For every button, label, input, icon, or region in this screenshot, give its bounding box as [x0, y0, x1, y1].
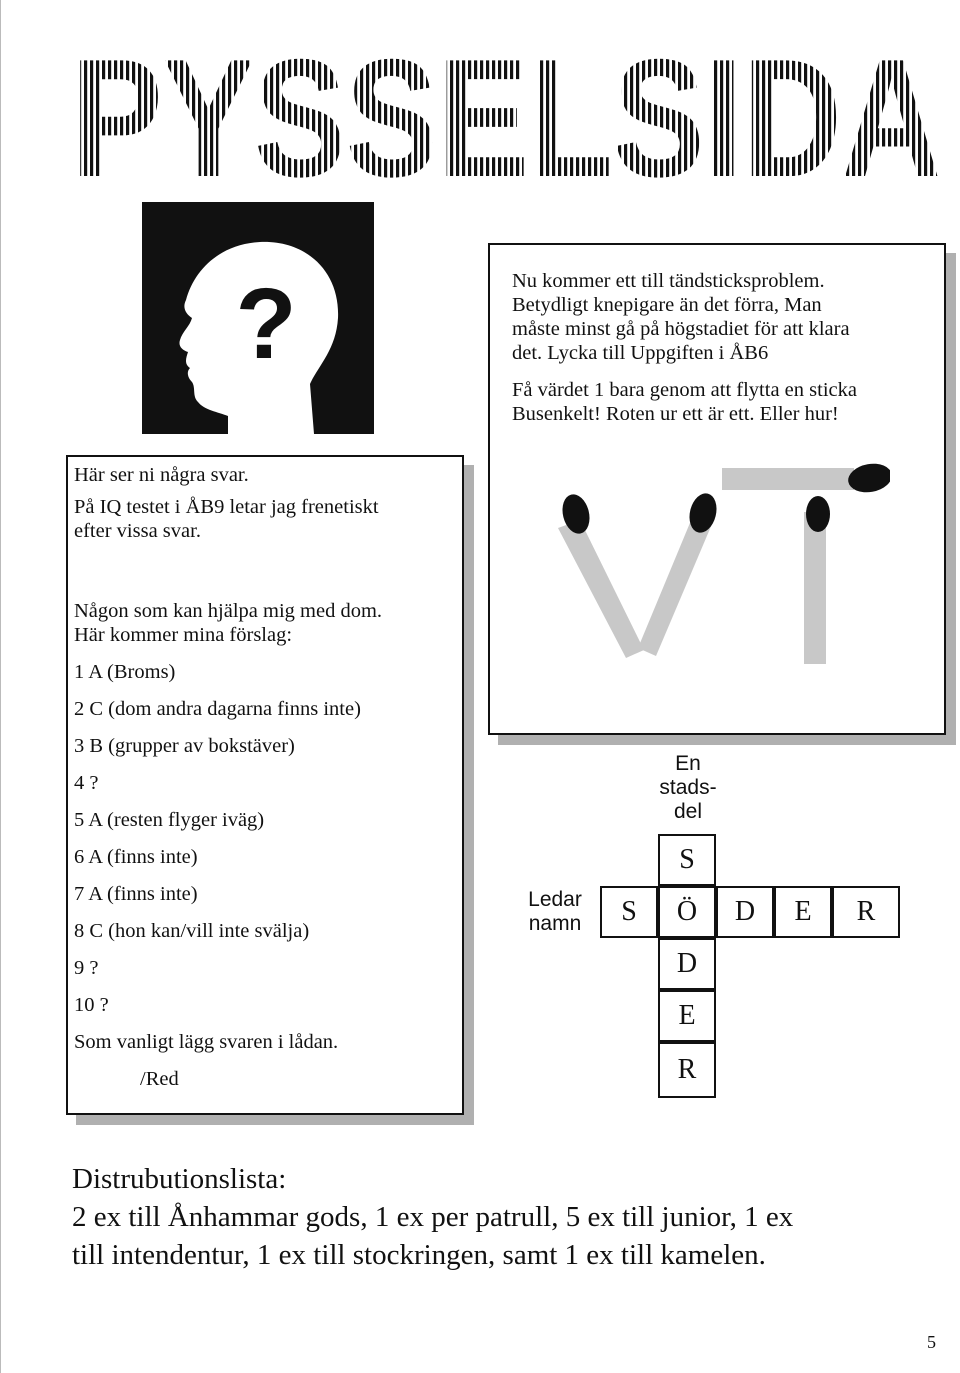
distribution-line-1: 2 ex till Ånhammar gods, 1 ex per patrull, 5 ex till junior, 1 ex — [72, 1201, 794, 1233]
clue-across-line-2: namn — [528, 912, 582, 935]
crossword-cell-across-5: R — [832, 886, 900, 938]
clue-across-line-1: Ledar — [528, 888, 582, 911]
matchstick-vt-icon — [540, 458, 890, 678]
crossword-cell-down-5: R — [658, 1042, 716, 1098]
distribution-line-2: till intendentur, 1 ex till stockringen, samt 1 ex till kamelen. — [72, 1239, 766, 1271]
clue-down-line-2: stads- — [659, 776, 717, 799]
crossword-cell-across-1: S — [600, 886, 658, 938]
intro-line-2: På IQ testet i ÅB9 letar jag frenetiskt — [74, 496, 379, 518]
crossword-cell-across-4: E — [774, 886, 832, 938]
problem-task-line-2: Busenkelt! Roten ur ett är ett. Eller hur! — [512, 403, 839, 425]
page-number: 5 — [927, 1332, 936, 1352]
intro-line-1: Här ser ni några svar. — [74, 464, 249, 486]
svg-text:?: ? — [235, 268, 297, 380]
crossword-cell-down-4: E — [658, 990, 716, 1042]
answer-4: 4 ? — [74, 772, 99, 794]
crossword-cell-down-3: D — [658, 938, 716, 990]
answer-3: 3 B (grupper av bokstäver) — [74, 735, 295, 757]
iq-answers-box — [66, 455, 464, 1115]
problem-line-2: Betydligt knepigare än det förra, Man — [512, 294, 822, 316]
problem-line-4: det. Lycka till Uppgiften i ÅB6 — [512, 342, 769, 364]
crossword-cell-down-1: S — [658, 834, 716, 886]
crossword-cell-across-2: Ö — [658, 886, 716, 938]
problem-line-3: måste minst gå på högstadiet för att klara — [512, 318, 850, 340]
answer-6: 6 A (finns inte) — [74, 846, 198, 868]
crossword-clue-across — [514, 888, 596, 936]
distribution-list — [72, 1160, 932, 1274]
answer-8: 8 C (hon kan/vill inte svälja) — [74, 920, 310, 942]
crossword-clue-down — [640, 752, 736, 824]
help-line-2: Här kommer mina förslag: — [74, 624, 293, 646]
signature: /Red — [140, 1068, 179, 1090]
title-text: PYSSELSIDA — [71, 40, 941, 185]
answer-10: 10 ? — [74, 994, 109, 1016]
crossword-cell-across-3: D — [716, 886, 774, 938]
closing-line: Som vanligt lägg svaren i lådan. — [74, 1031, 339, 1053]
problem-task-line-1: Få värdet 1 bara genom att flytta en sticka — [512, 379, 857, 401]
clue-down-line-3: del — [673, 800, 703, 823]
question-head-icon — [142, 202, 374, 434]
title-logo — [66, 40, 946, 185]
help-line-1: Någon som kan hjälpa mig med dom. — [74, 600, 383, 622]
answer-2: 2 C (dom andra dagarna finns inte) — [74, 698, 361, 720]
answer-5: 5 A (resten flyger iväg) — [74, 809, 265, 831]
distribution-heading: Distrubutionslista: — [72, 1163, 287, 1195]
problem-line-1: Nu kommer ett till tändsticksproblem. — [512, 270, 825, 292]
page-edge-rule — [0, 0, 1, 1373]
clue-down-line-1: En — [675, 752, 701, 775]
intro-line-3: efter vissa svar. — [74, 520, 201, 542]
answer-1: 1 A (Broms) — [74, 661, 176, 683]
answer-9: 9 ? — [74, 957, 99, 979]
answer-7: 7 A (finns inte) — [74, 883, 198, 905]
